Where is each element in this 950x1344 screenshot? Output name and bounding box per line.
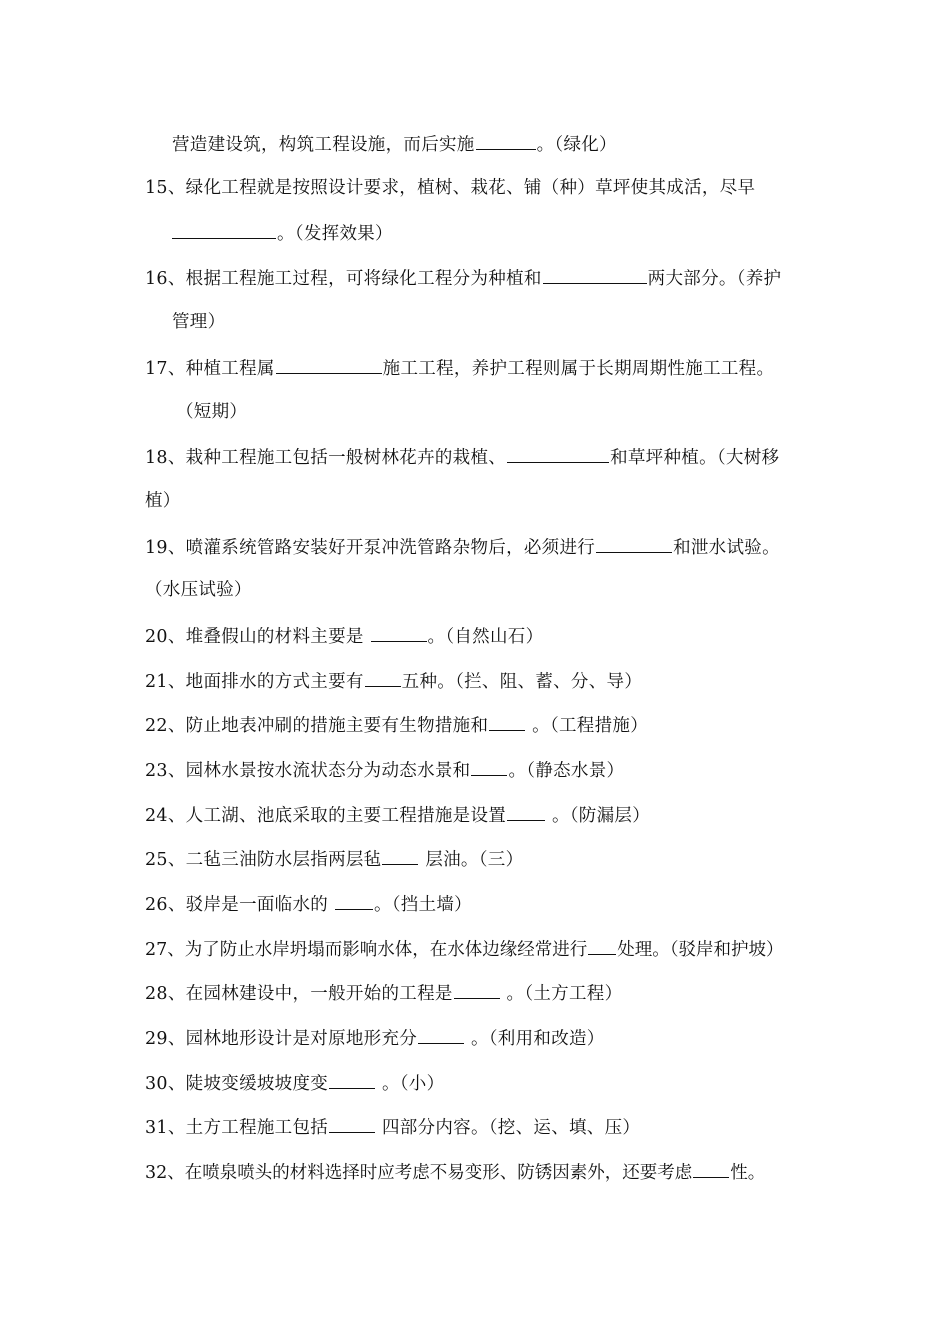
text-line — [172, 220, 393, 246]
fill-blank — [507, 802, 545, 821]
line-text: 23、园林水景按水流状态分为动态水景和 — [145, 761, 471, 781]
line-text: 21、地面排水的方式主要有 — [145, 672, 364, 692]
fill-blank — [471, 757, 507, 776]
text-line — [172, 131, 617, 157]
answer-text: 和草坪种植。（大树移 — [610, 448, 780, 468]
line-text: 28、在园林建设中，一般开始的工程是 — [145, 984, 453, 1004]
line-text: 17、种植工程属 — [145, 359, 275, 379]
fill-blank — [365, 668, 401, 687]
text-line — [145, 1114, 640, 1140]
answer-text: 。（自然山石） — [427, 627, 544, 647]
line-text: 24、人工湖、池底采取的主要工程措施是设置 — [145, 806, 507, 826]
text-line — [172, 310, 225, 334]
line-text: 22、防止地表冲刷的措施主要有生物措施和 — [145, 716, 489, 736]
answer-text: 植） — [145, 491, 181, 511]
answer-text: 。（工程措施） — [526, 716, 648, 736]
fill-blank — [371, 623, 427, 642]
text-line — [145, 1070, 444, 1096]
text-line — [145, 1159, 765, 1185]
fill-blank — [588, 936, 616, 955]
text-line — [145, 534, 780, 560]
line-text: 29、园林地形设计是对原地形充分 — [145, 1029, 418, 1049]
answer-text: 处理。（驳岸和护坡） — [617, 940, 784, 960]
answer-text: 四部分内容。（挖、运、填、压） — [376, 1118, 641, 1138]
line-text: 20、堆叠假山的材料主要是 — [145, 627, 370, 647]
line-text: 30、陡坡变缓坡坡度变 — [145, 1074, 329, 1094]
fill-blank — [476, 131, 536, 150]
line-text: 18、栽种工程施工包括一般树林花卉的栽植、 — [145, 448, 507, 468]
fill-blank — [454, 980, 500, 999]
fill-blank — [543, 265, 647, 284]
fill-blank — [382, 846, 418, 865]
fill-blank — [489, 712, 525, 731]
text-line — [145, 757, 624, 783]
answer-text: 。（土方工程） — [500, 984, 623, 1004]
line-text: 19、喷灌系统管路安装好开泵冲洗管路杂物后，必须进行 — [145, 538, 596, 558]
answer-text: 层油。（三） — [419, 850, 524, 870]
fill-blank — [329, 1070, 375, 1089]
text-line — [145, 444, 779, 470]
line-text: 31、土方工程施工包括 — [145, 1118, 329, 1138]
answer-text: 。（静态水景） — [508, 761, 625, 781]
text-line — [145, 489, 181, 513]
text-line — [145, 176, 755, 200]
text-line — [145, 712, 648, 738]
text-line — [145, 802, 650, 828]
fill-blank — [329, 1114, 375, 1133]
line-text: 15、绿化工程就是按照设计要求，植树、栽花、铺（种）草坪使其成活，尽早 — [145, 178, 756, 198]
fill-blank — [335, 891, 373, 910]
line-text: 16、根据工程施工过程，可将绿化工程分为种植和 — [145, 269, 542, 289]
fill-blank — [172, 220, 276, 239]
text-line — [145, 355, 774, 381]
text-line — [145, 980, 622, 1006]
answer-text: 和泄水试验。 — [673, 538, 780, 558]
line-text: 32、在喷泉喷头的材料选择时应考虑不易变形、防锈因素外，还要考虑 — [145, 1163, 693, 1183]
fill-blank — [693, 1159, 729, 1178]
text-line — [145, 891, 472, 917]
answer-text: （水压试验） — [145, 580, 252, 600]
answer-text: 两大部分。（养护 — [647, 269, 782, 289]
text-line — [145, 1025, 605, 1051]
line-text: 管理） — [172, 312, 226, 332]
answer-text: 。（防漏层） — [546, 806, 650, 826]
fill-blank — [507, 444, 609, 463]
text-line — [145, 265, 781, 291]
fill-blank — [418, 1025, 464, 1044]
line-text: 营造建设筑，构筑工程设施，而后实施 — [172, 135, 475, 155]
answer-text: 。（发挥效果） — [277, 224, 393, 244]
text-line — [145, 846, 523, 872]
answer-text: 性。 — [730, 1163, 766, 1183]
text-line — [145, 623, 543, 649]
text-line — [145, 668, 642, 694]
answer-text: （短期） — [176, 402, 248, 422]
answer-text: 。（利用和改造） — [465, 1029, 605, 1049]
answer-text: 。（小） — [376, 1074, 445, 1094]
answer-text: 。（挡土墙） — [373, 895, 472, 915]
text-line — [145, 578, 252, 602]
answer-text: 五种。（拦、阻、蓄、分、导） — [401, 672, 643, 692]
line-text: 26、驳岸是一面临水的 — [145, 895, 334, 915]
answer-text: 。（绿化） — [536, 135, 617, 155]
text-line — [145, 936, 784, 962]
answer-text: 施工工程，养护工程则属于长期周期性施工工程。 — [382, 359, 775, 379]
line-text: 25、二毡三油防水层指两层毡 — [145, 850, 382, 870]
text-line — [176, 400, 247, 424]
line-text: 27、为了防止水岸坍塌而影响水体，在水体边缘经常进行 — [145, 940, 588, 960]
fill-blank — [596, 534, 672, 553]
fill-blank — [276, 355, 382, 374]
